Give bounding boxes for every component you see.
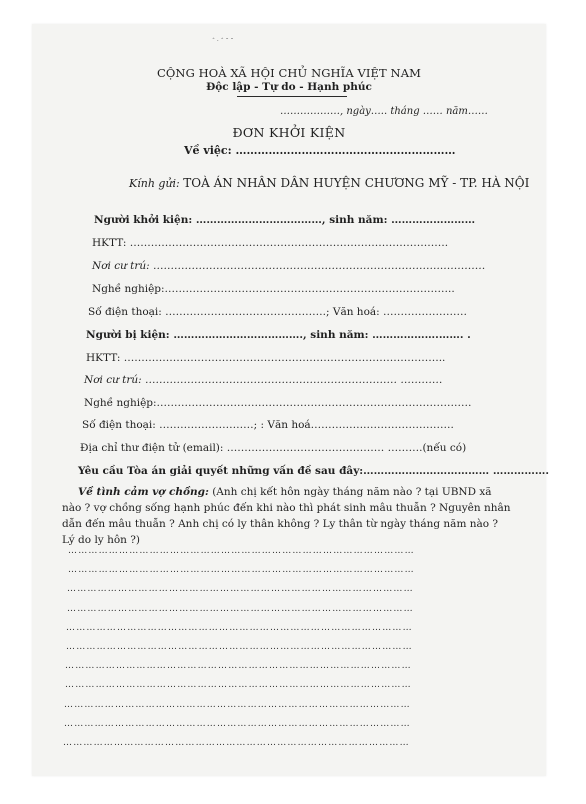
- defendant-phone-field[interactable]: Số điện thoại: ………………………; : Văn hoá…………….…………………….: [82, 419, 454, 431]
- plaintiff-residence-field[interactable]: Nơi cư trú: ………………………………………………………………………..…………: [92, 260, 486, 272]
- defendant-name-field[interactable]: Người bị kiện: ………………………………., sinh năm: ……………….……. .: [86, 329, 471, 341]
- writing-line[interactable]: …………………………………………………………………………………………: [66, 642, 413, 652]
- recipient-label: Kính gửi:: [129, 177, 180, 190]
- motto-underline: [237, 96, 347, 97]
- writing-line[interactable]: …………………………………………………………………………………………: [67, 604, 414, 614]
- nation-header: CỘNG HOÀ XÃ HỘI CHỦ NGHĨA VIỆT NAM: [156, 66, 421, 80]
- writing-line[interactable]: …………………………………………………………………………………………: [68, 546, 415, 556]
- form-page: [32, 24, 549, 776]
- defendant-hktt-field[interactable]: HKTT: ………………………………………………………………………………..: [86, 352, 446, 364]
- writing-line[interactable]: …………………………………………………………………………………………: [63, 738, 410, 748]
- writing-line[interactable]: …………………………………………………………………………………………: [67, 584, 414, 594]
- writing-line[interactable]: …………………………………………………………………………………………: [64, 719, 411, 729]
- plaintiff-job-field[interactable]: Nghề nghiệp:………………………………………………………………………..: [92, 283, 455, 295]
- date-line: ………………, ngày….. tháng …… năm……: [280, 106, 488, 117]
- subject-line: Về việc: ……………………………………………………: [184, 144, 456, 157]
- court-name: TOÀ ÁN NHÂN DÂN HUYỆN CHƯƠNG MỸ - TP. HÀ NỘI: [183, 176, 530, 190]
- writing-line[interactable]: …………………………………………………………………………………………: [64, 700, 411, 710]
- plaintiff-name-field[interactable]: Người khởi kiện: ………………………………, sinh năm: ……………………: [94, 214, 476, 226]
- plaintiff-hktt-field[interactable]: HKTT: ……………………………………………………………………………….: [92, 237, 449, 249]
- relationship-text: (Anh chị kết hôn ngày tháng năm nào ? tại UBND xã nào ? vợ chồng sống hạnh phúc đến khi nào thì phát sinh mâu thuẫn ? Nguyên nhân dẫn đến mâu thuẫn ? Anh chị có ly thân không ? Ly thân từ ngày tháng năm nào ? Lý do ly hôn ?): [62, 486, 511, 546]
- writing-line[interactable]: …………………………………………………………………………………………: [68, 565, 415, 575]
- plaintiff-phone-field[interactable]: Số điện thoại: ……………………………………….; Văn hoá: ……………………: [88, 306, 468, 318]
- writing-line[interactable]: …………………………………………………………………………………………: [66, 623, 413, 633]
- writing-line[interactable]: …………………………………………………………………………………………: [65, 661, 412, 671]
- motto: Độc lập - Tự do - Hạnh phúc: [206, 81, 372, 93]
- defendant-email-field[interactable]: Địa chỉ thư điện tử (email): ……………………………………… ……….(nếu có): [80, 442, 467, 454]
- relationship-paragraph: [62, 484, 514, 548]
- recipient-line: [129, 176, 529, 190]
- writing-line[interactable]: …………………………………………………………………………………………: [65, 680, 412, 690]
- defendant-job-field[interactable]: Nghề nghiệp:………………………………………………………………………………: [84, 397, 472, 409]
- relationship-label: Về tình cảm vợ chồng:: [78, 486, 209, 498]
- request-field[interactable]: Yêu cầu Tòa án giải quyết những vấn đề sau đây:……………………………… …………….: [78, 465, 549, 477]
- defendant-residence-field[interactable]: Nơi cư trú: ……………………………………………………………… …………: [84, 374, 443, 386]
- margin-mark: ˆ · ˆ ˜ ˜: [212, 38, 234, 45]
- document-title: ĐƠN KHỞI KIỆN: [232, 125, 346, 140]
